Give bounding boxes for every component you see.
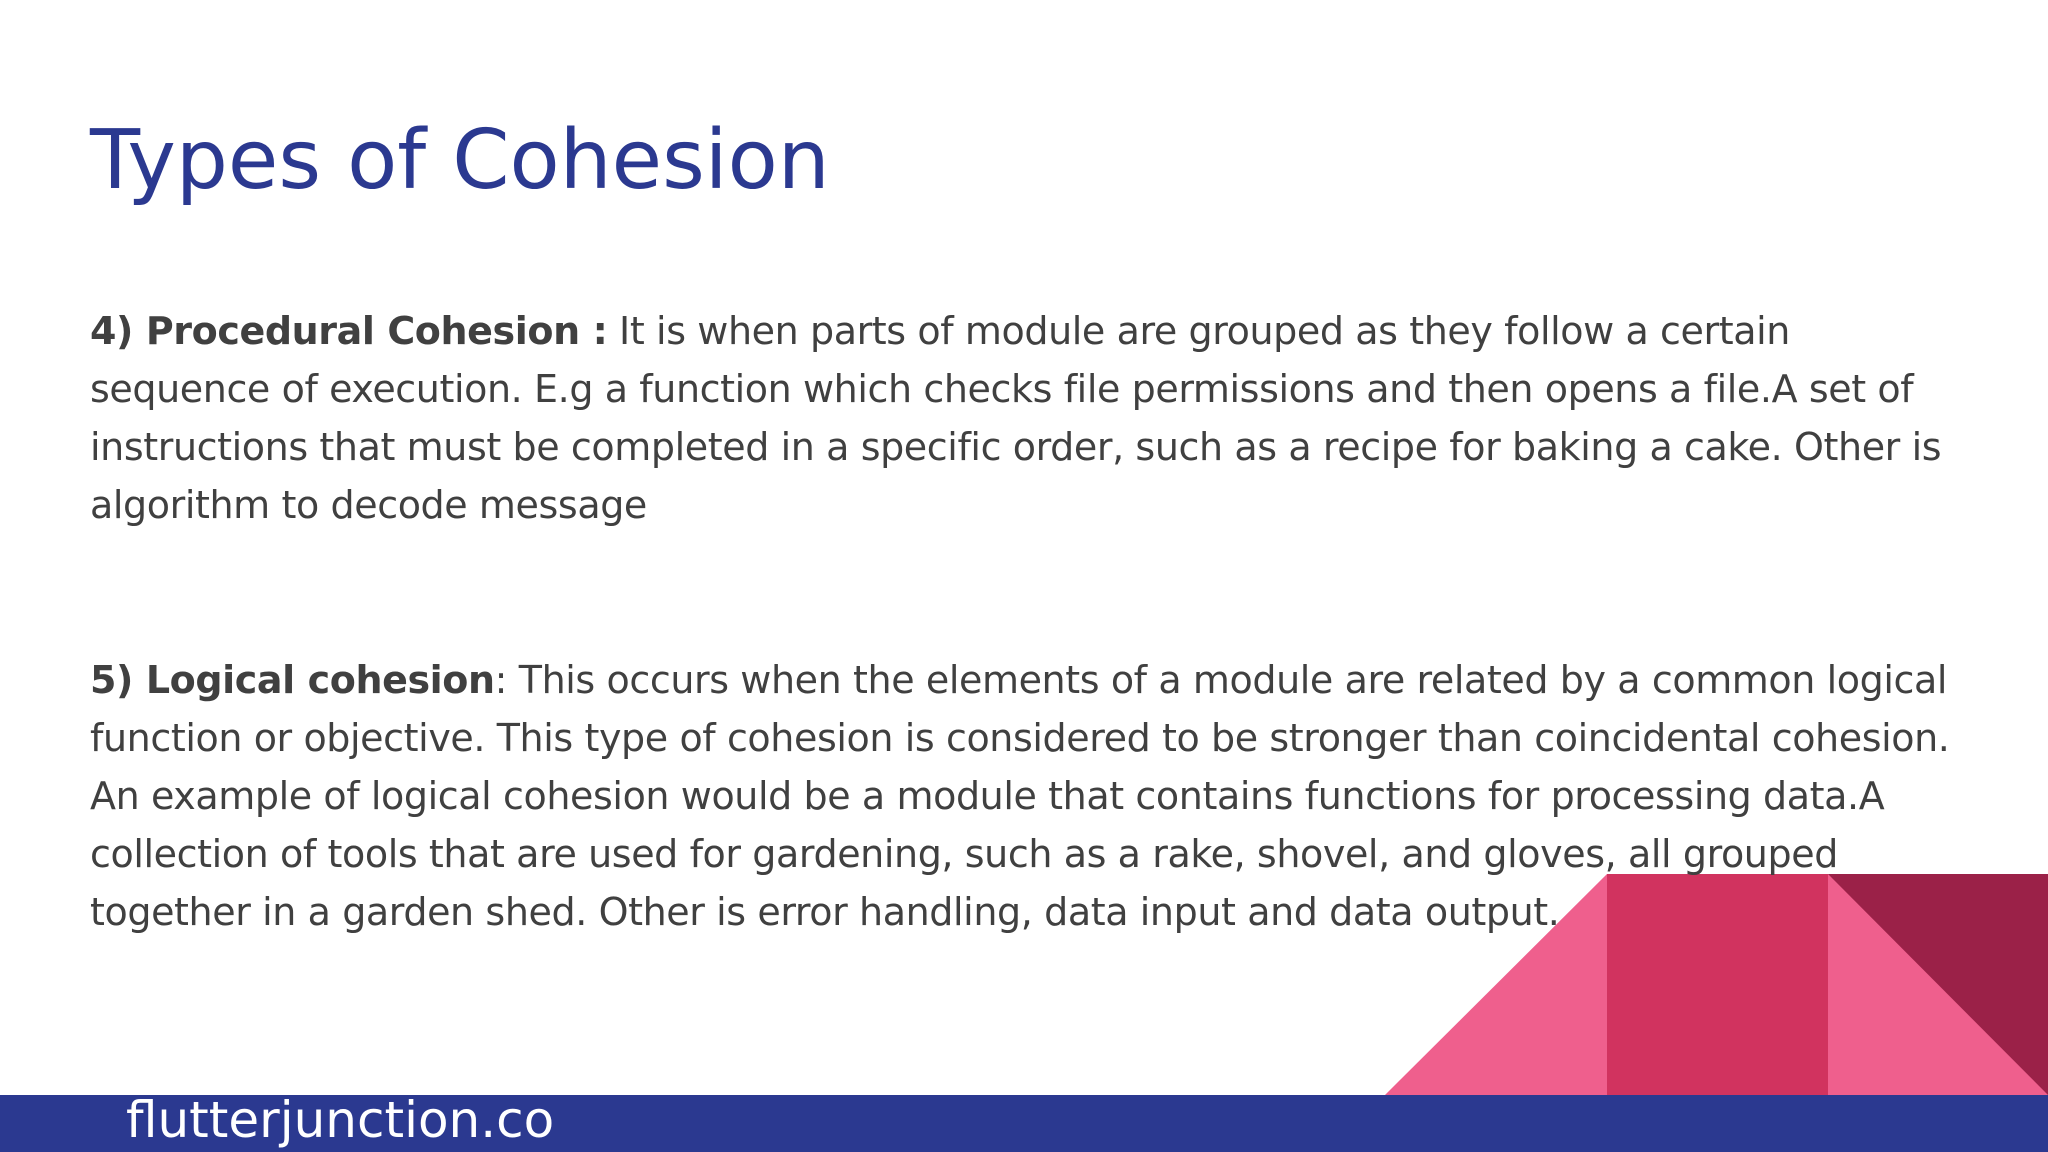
footer-site-name: flutterjunction.co	[126, 1091, 555, 1149]
logical-cohesion-body: : This occurs when the elements of a module are related by a common logical function or objective. This type of cohesion is considered to be stronger than coincidental cohesion. An example of logical cohesion would be a module that contains functions for processing data.A collection of tools that are used for gardening, such as a rake, shovel, and gloves, all grouped together in a garden shed. Other is error handling, data input and data output.	[90, 658, 1950, 934]
procedural-cohesion-paragraph	[90, 302, 1970, 534]
procedural-cohesion-body: It is when parts of module are grouped as they follow a certain sequence of execution. E.g a function which checks file permissions and then opens a file.A set of instructions that must be completed in a specific order, such as a recipe for baking a cake. Other is algorithm to decode message	[90, 309, 1942, 527]
slide-title: Types of Cohesion	[90, 113, 830, 208]
procedural-cohesion-heading: 4) Procedural Cohesion :	[90, 309, 608, 353]
logical-cohesion-heading: 5) Logical cohesion	[90, 658, 495, 702]
logical-cohesion-paragraph	[90, 651, 1970, 941]
